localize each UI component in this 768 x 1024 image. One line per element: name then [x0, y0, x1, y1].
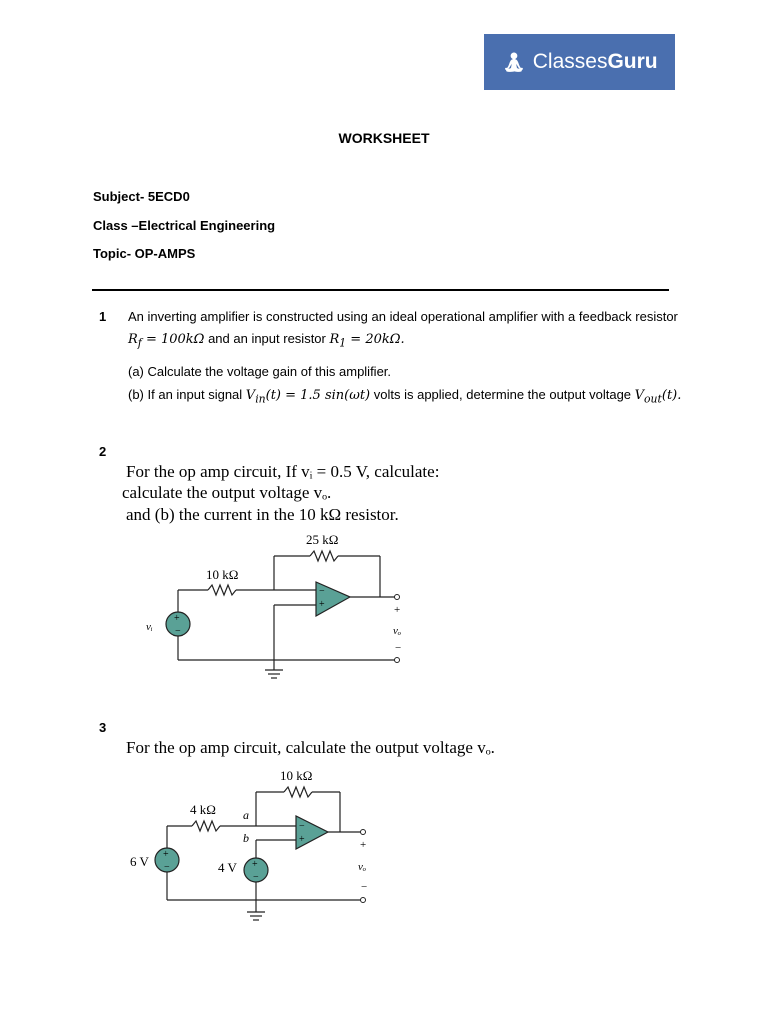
r-input-label: 10 kΩ	[206, 567, 239, 582]
source-4v-label: 4 V	[218, 860, 237, 875]
svg-text:−: −	[175, 626, 181, 637]
subject-line: Subject- 5ECD0	[93, 189, 190, 204]
svg-text:+: +	[360, 839, 367, 851]
svg-text:+: +	[174, 613, 180, 624]
svg-text:−: −	[319, 586, 325, 597]
svg-text:+: +	[299, 834, 305, 845]
output-label: vₒ	[358, 861, 367, 873]
svg-text:−: −	[395, 642, 402, 654]
node-b-label: b	[243, 831, 249, 845]
question-number: 1	[99, 309, 107, 324]
svg-text:−: −	[253, 872, 259, 883]
r-feedback-label: 25 kΩ	[306, 532, 339, 547]
output-label: vₒ	[393, 625, 402, 637]
question-2-line-2: calculate the output voltage vₒ.	[122, 483, 332, 502]
logo-text-suffix: Guru	[607, 50, 658, 73]
r-input-label: 4 kΩ	[190, 802, 216, 817]
svg-text:+: +	[319, 599, 325, 610]
svg-text:−: −	[361, 881, 368, 893]
r-feedback-label: 10 kΩ	[280, 768, 313, 783]
question-number: 2	[99, 444, 107, 459]
source-label: vᵢ	[146, 621, 153, 633]
class-line: Class –Electrical Engineering	[93, 218, 276, 233]
svg-text:−: −	[164, 862, 170, 873]
question-3-line-1: For the op amp circuit, calculate the output voltage vₒ.	[126, 738, 495, 757]
question-1-part-b: (b) If an input signal $V_{in}(t) = 1.5$ sin(ωt) volts is applied, determine the output voltage $V_{out}(t)$.	[128, 387, 682, 406]
question-number: 3	[99, 720, 107, 735]
source-6v-label: 6 V	[130, 854, 149, 869]
svg-text:+: +	[394, 604, 401, 616]
page-title: WORKSHEET	[338, 130, 430, 146]
meditation-icon: 🧘︎	[501, 51, 527, 74]
question-2-line-1: For the op amp circuit, If vᵢ = 0.5 V, calculate:	[126, 462, 440, 481]
question-2-line-3: and (b) the current in the 10 kΩ resistor.	[126, 505, 399, 524]
topic-line: Topic- OP-AMPS	[93, 246, 196, 261]
question-1-text: An inverting amplifier is constructed using an ideal operational amplifier with a feedback resistor	[128, 309, 678, 324]
logo-text-prefix: Classes	[532, 50, 608, 73]
svg-text:+: +	[163, 849, 169, 860]
svg-text:+: +	[252, 859, 258, 870]
question-1-resistors: $R_f = 100k\Omega$ and an input resistor $R_1 = 20k\Omega$.	[128, 331, 405, 350]
question-1-part-a: (a) Calculate the voltage gain of this amplifier.	[128, 364, 392, 379]
node-a-label: a	[243, 808, 249, 822]
svg-text:−: −	[299, 821, 305, 832]
